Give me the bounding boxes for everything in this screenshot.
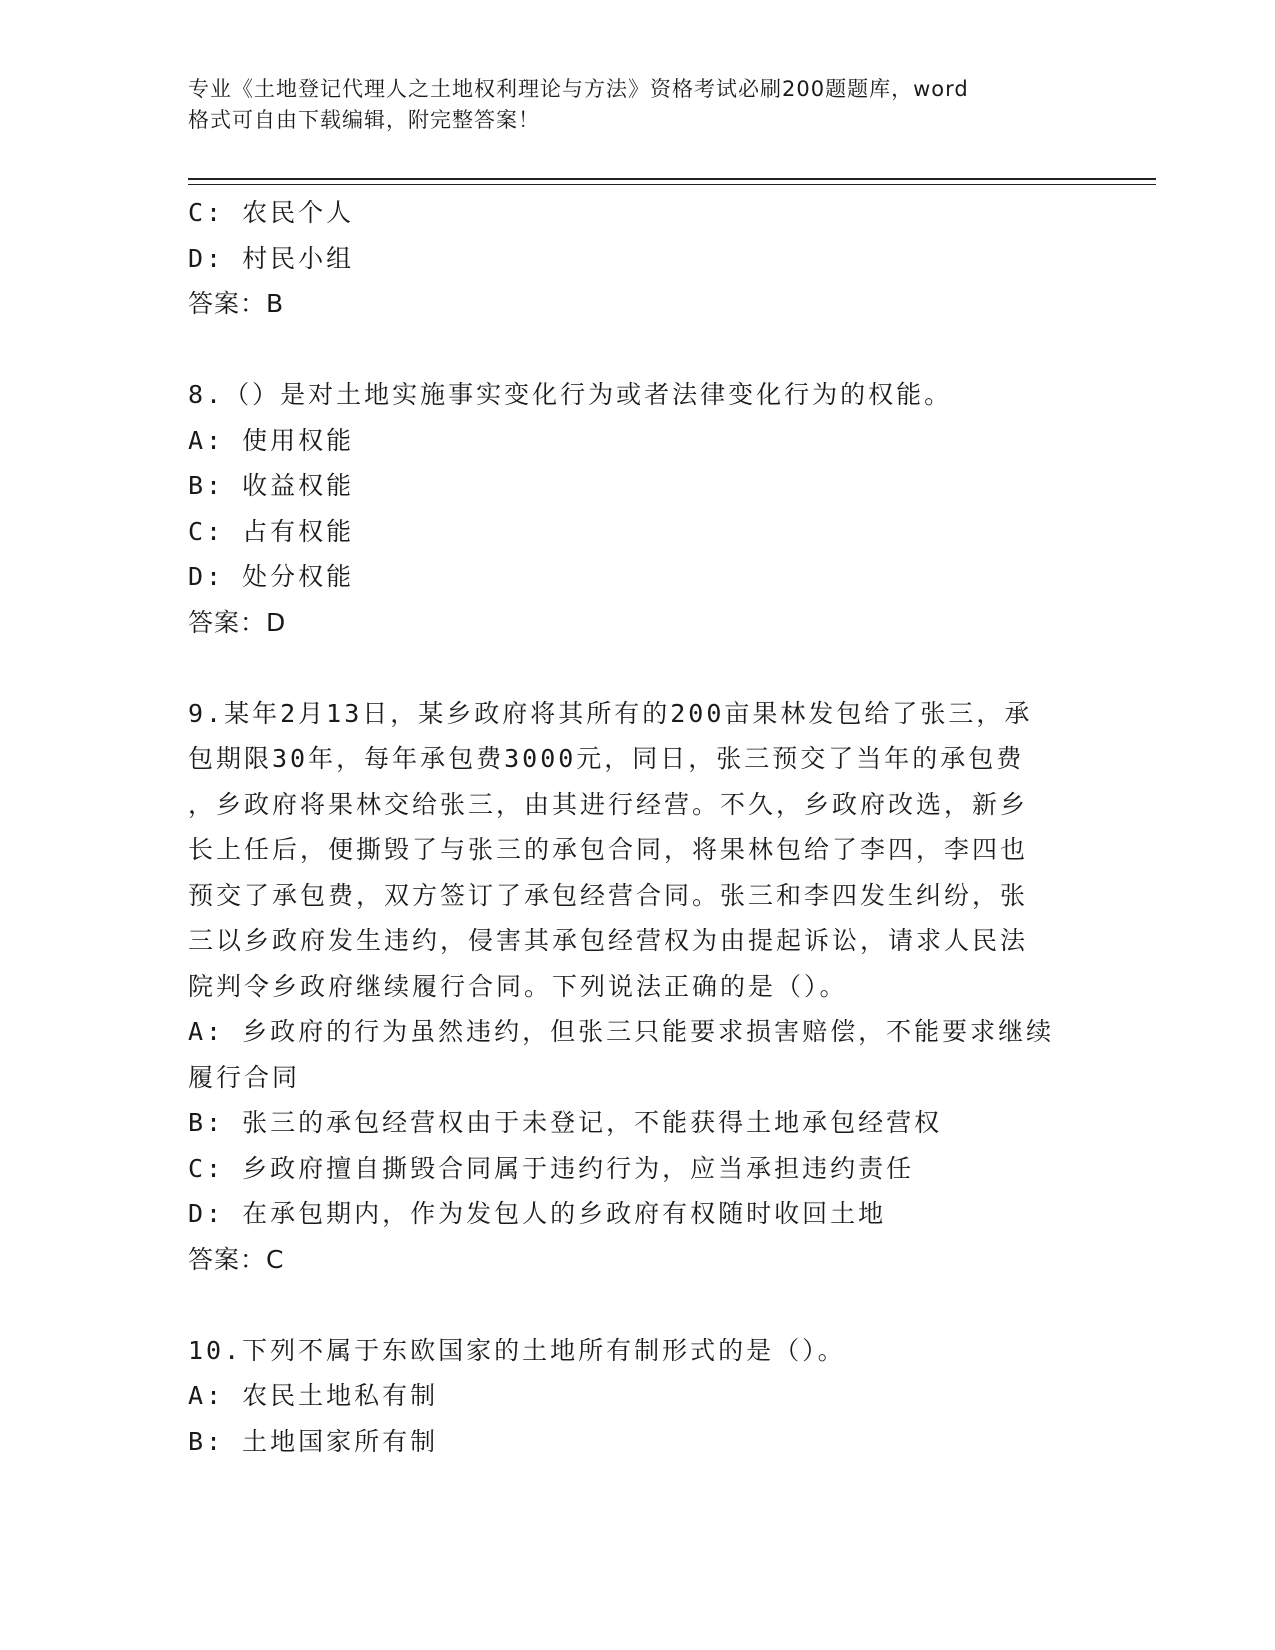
option-b: B: 土地国家所有制 [188, 1426, 439, 1456]
question-stem-line: 院判令乡政府继续履行合同。下列说法正确的是（）。 [188, 971, 848, 1001]
option-a: A: 农民土地私有制 [188, 1381, 439, 1410]
question-stem: 8.（）是对土地实施事实变化行为或者法律变化行为的权能。 [188, 380, 953, 409]
option-a: A: 使用权能 [188, 425, 355, 455]
question-9 [188, 691, 1088, 1283]
question-content [188, 190, 1088, 1464]
option-d: D: 处分权能 [188, 562, 355, 591]
document-header [188, 74, 1088, 136]
question-8 [188, 372, 1088, 645]
header-rule-thick [188, 178, 1156, 180]
spacer [188, 645, 1088, 691]
question-stem-line: 长上任后，便撕毁了与张三的承包合同，将果林包给了李四，李四也 [188, 835, 1029, 864]
question-stem: 10.下列不属于东欧国家的土地所有制形式的是（）。 [188, 1335, 846, 1365]
question-stem-line: 预交了承包费，双方签订了承包经营合同。张三和李四发生纠纷，张 [188, 880, 1029, 910]
question-stem-line: 9.某年2月13日，某乡政府将其所有的200亩果林发包给了张三，承 [188, 698, 1033, 728]
answer-line: 答案：B [188, 289, 285, 318]
answer-line: 答案：C [188, 1244, 285, 1274]
spacer [188, 1282, 1088, 1328]
question-10 [188, 1328, 1088, 1465]
header-line-2: 格式可自由下载编辑，附完整答案！ [188, 108, 540, 132]
question-stem-line: 包期限30年，每年承包费3000元，同日，张三预交了当年的承包费 [188, 744, 1025, 773]
option-b: B: 收益权能 [188, 471, 355, 500]
option-c: C: 乡政府擅自撕毁合同属于违约行为，应当承担违约责任 [188, 1153, 915, 1183]
option-a-continued: 履行合同 [188, 1062, 301, 1092]
spacer [188, 327, 1088, 373]
option-d: D: 村民小组 [188, 243, 355, 273]
header-line-1: 专业《土地登记代理人之土地权利理论与方法》资格考试必刷200题题库，word [188, 77, 969, 101]
header-rule-thin [188, 184, 1156, 185]
option-a: A: 乡政府的行为虽然违约，但张三只能要求损害赔偿，不能要求继续 [188, 1017, 1055, 1046]
question-stem-line: ，乡政府将果林交给张三，由其进行经营。不久，乡政府改选，新乡 [188, 789, 1029, 819]
option-c: C: 农民个人 [188, 198, 355, 227]
option-b: B: 张三的承包经营权由于未登记，不能获得土地承包经营权 [188, 1108, 943, 1137]
option-d: D: 在承包期内，作为发包人的乡政府有权随时收回土地 [188, 1199, 887, 1228]
question-stem-line: 三以乡政府发生违约，侵害其承包经营权为由提起诉讼，请求人民法 [188, 926, 1029, 955]
answer-line: 答案：D [188, 607, 287, 637]
option-c: C: 占有权能 [188, 516, 355, 546]
question-7-fragment [188, 190, 1088, 327]
